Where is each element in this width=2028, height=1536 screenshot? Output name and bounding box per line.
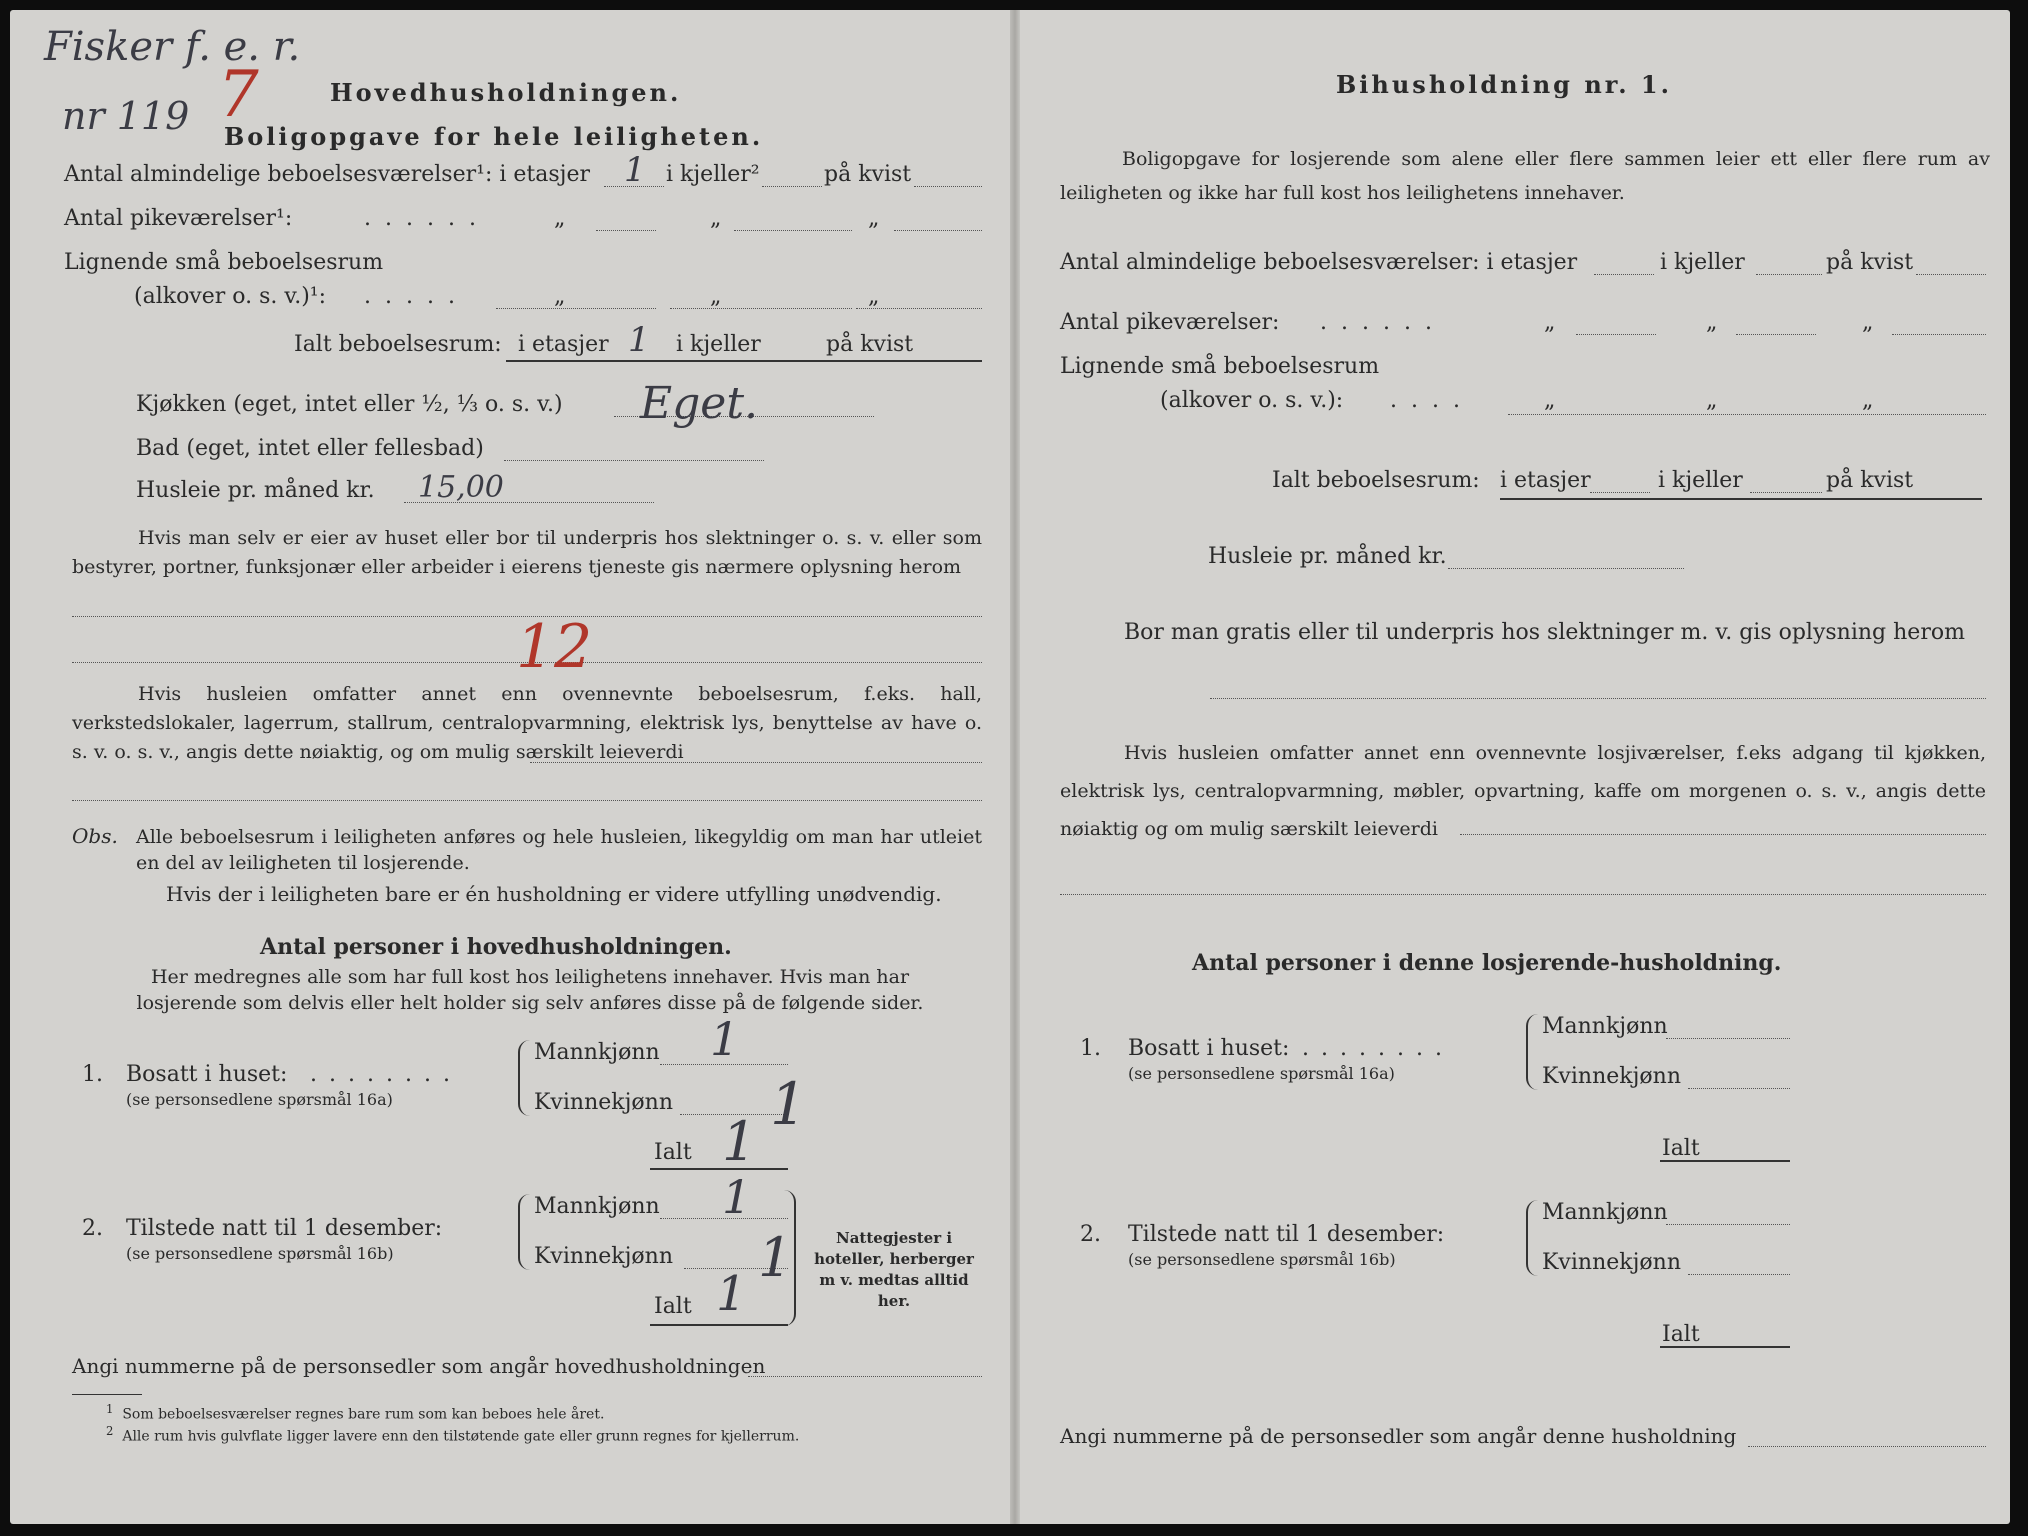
obs-text-2: Hvis der i leiligheten bare er én husholdning er videre utfylling unødvendig. xyxy=(166,882,942,906)
alcove-label-1: Lignende små beboelsesrum xyxy=(64,250,384,275)
q1-female-value: 1 xyxy=(770,1070,807,1138)
r-q1-brace xyxy=(1526,1014,1538,1090)
q1-dots: ........ xyxy=(310,1062,462,1087)
r-person-numbers-line[interactable] xyxy=(1748,1446,1986,1447)
left-page xyxy=(10,10,1010,1524)
r-total-kjeller-label: i kjeller xyxy=(1658,468,1743,493)
total-etasjer-value: 1 xyxy=(628,320,650,360)
r-person-numbers-label: Angi nummerne på de personsedler som angår denne husholdning xyxy=(1060,1424,1737,1448)
ditto-mark: „ xyxy=(710,284,722,309)
r-rooms-kvist-line[interactable] xyxy=(1916,274,1986,275)
r-maid-kjeller-line[interactable] xyxy=(1736,334,1816,335)
kitchen-label: Kjøkken (eget, intet eller ½, ⅓ o. s. v.) xyxy=(136,392,563,417)
r-total-rule xyxy=(1500,498,1982,500)
obs-label: Obs. xyxy=(72,824,118,848)
q1-female-label: Kvinnekjønn xyxy=(534,1090,673,1115)
ditto-mark: „ xyxy=(1706,388,1718,413)
persons-note: Her medregnes alle som har full kost hos leilighetens innehaver. Hvis man har losjerende som delvis eller helt holder sig selv anføres disse på de følgende sider. xyxy=(136,966,924,1014)
alcove-etasjer-line[interactable] xyxy=(496,308,656,309)
right-page xyxy=(1020,10,2010,1524)
page-title: Hovedhusholdningen. xyxy=(330,78,682,107)
q1-total-label: Ialt xyxy=(654,1140,692,1165)
r-total-etasjer-label: i etasjer xyxy=(1500,468,1591,493)
rooms-etasjer-value: 1 xyxy=(624,150,646,190)
rent-label: Husleie pr. måned kr. xyxy=(136,478,375,503)
page-fold xyxy=(1010,10,1020,1524)
r-maid-label: Antal pikeværelser: xyxy=(1060,310,1280,335)
r-q2-female-label: Kvinnekjønn xyxy=(1542,1250,1681,1275)
r-q2-label: Tilstede natt til 1 desember: xyxy=(1128,1222,1445,1247)
r-rooms-etasjer-line[interactable] xyxy=(1594,274,1654,275)
person-numbers-line[interactable] xyxy=(748,1376,982,1377)
r-q2-total-rule xyxy=(1660,1346,1790,1348)
person-numbers-label: Angi nummerne på de personsedler som angår hovedhusholdningen xyxy=(72,1354,766,1378)
r-total-kvist-label: på kvist xyxy=(1826,468,1914,493)
ditto-mark: „ xyxy=(1862,388,1874,413)
r-alcove-dots: .... xyxy=(1390,388,1474,413)
r-q1-dots: ........ xyxy=(1302,1036,1454,1061)
maid-rooms-dots: ...... xyxy=(364,206,490,231)
total-rooms-label: Ialt beboelsesrum: xyxy=(294,332,502,357)
rooms-kjeller-line[interactable] xyxy=(762,186,822,187)
r-q2-brace xyxy=(1526,1200,1538,1276)
r-rooms-kvist-label: på kvist xyxy=(1826,250,1914,275)
ditto-mark: „ xyxy=(868,284,880,309)
r-total-label: Ialt beboelsesrum: xyxy=(1272,468,1480,493)
r-maid-etasjer-line[interactable] xyxy=(1576,334,1656,335)
r-total-etasjer-line[interactable] xyxy=(1590,492,1650,493)
footnote-rule xyxy=(72,1394,142,1395)
r-maid-kvist-line[interactable] xyxy=(1892,334,1986,335)
page-subtitle: Boligopgave for hele leiligheten. xyxy=(224,122,764,151)
q2-total-rule xyxy=(650,1324,788,1326)
r-q2-male-label: Mannkjønn xyxy=(1542,1200,1668,1225)
rent-value: 15,00 xyxy=(418,470,504,505)
r-q1-total-rule xyxy=(1660,1160,1790,1162)
maid-rooms-label: Antal pikeværelser¹: xyxy=(64,206,293,231)
lodger-intro: Boligopgave for losjerende som alene eller flere sammen leier ett eller flere rum av leiligheten og ikke har full kost hos leilighetens innehaver. xyxy=(1060,148,1990,204)
extras-line-2[interactable] xyxy=(72,800,982,801)
r-rooms-kjeller-label: i kjeller xyxy=(1660,250,1745,275)
r-alcove-line[interactable] xyxy=(1508,414,1986,415)
handwritten-occupation: Fisker f. e. r. xyxy=(44,24,301,70)
ditto-mark: „ xyxy=(868,206,880,231)
alcove-kvist-line[interactable] xyxy=(856,308,982,309)
r-alcove-label-1: Lignende små beboelsesrum xyxy=(1060,354,1380,379)
total-etasjer-label: i etasjer xyxy=(518,332,609,357)
handwritten-red-mark: 7 xyxy=(218,58,259,132)
alcove-kjeller-line[interactable] xyxy=(670,308,852,309)
maid-kvist-line[interactable] xyxy=(894,230,982,231)
q2-female-value: 1 xyxy=(758,1226,793,1289)
maid-kjeller-line[interactable] xyxy=(734,230,852,231)
q2-right-brace xyxy=(782,1190,796,1326)
owner-note: Hvis man selv er eier av huset eller bor til underpris hos slektninger o. s. v. eller som bestyrer, portner, funksjonær eller arbeider i eierens tjeneste gis nærmere oplysning herom xyxy=(72,527,982,578)
night-guests-note: Nattegjester i hoteller, herberger m v. medtas alltid her. xyxy=(814,1229,974,1310)
alcove-label-2: (alkover o. s. v.)¹: xyxy=(134,284,327,309)
q1-subnote: (se personsedlene spørsmål 16a) xyxy=(126,1090,393,1109)
bath-label: Bad (eget, intet eller fellesbad) xyxy=(136,436,484,461)
footnote-1-text: Som beboelsesværelser regnes bare rum som kan beboes hele året. xyxy=(122,1406,605,1423)
q2-subnote: (se personsedlene spørsmål 16b) xyxy=(126,1244,394,1263)
handwritten-number: nr 119 xyxy=(62,94,190,138)
q1-male-value: 1 xyxy=(710,1012,740,1066)
r-rent-label: Husleie pr. måned kr. xyxy=(1208,544,1447,569)
q1-male-label: Mannkjønn xyxy=(534,1040,660,1065)
r-q2-total-label: Ialt xyxy=(1662,1322,1700,1347)
q1-label: Bosatt i huset: xyxy=(126,1062,288,1087)
ditto-mark: „ xyxy=(1706,310,1718,335)
r-rooms-label: Antal almindelige beboelsesværelser: i etasjer xyxy=(1060,250,1578,275)
extras-note: Hvis husleien omfatter annet enn ovennevnte beboelsesrum, f.eks. hall, verkstedslokaler, lagerrum, stallrum, centralopvarmning, elektrisk lys, benyttelse av have o. s. v. o. s. v., angis dette nøiaktig, og om mulig særskilt leieverdi xyxy=(72,683,982,763)
footnote-1: $^1$ Som beboelsesværelser regnes bare rum som kan beboes hele året. xyxy=(106,1402,605,1423)
q2-label: Tilstede natt til 1 desember: xyxy=(126,1216,443,1241)
q2-female-label: Kvinnekjønn xyxy=(534,1244,673,1269)
r-alcove-label-2: (alkover o. s. v.): xyxy=(1160,388,1344,413)
ditto-mark: „ xyxy=(1544,310,1556,335)
q2-number: 2. xyxy=(82,1216,103,1241)
q2-male-value: 1 xyxy=(722,1170,752,1224)
r-rent-line[interactable] xyxy=(1448,568,1684,569)
q2-total-value: 1 xyxy=(716,1266,747,1322)
r-q1-male-line[interactable] xyxy=(1666,1038,1790,1039)
r-q2-male-line[interactable] xyxy=(1666,1224,1790,1225)
footnote-2: $^2$ Alle rum hvis gulvflate ligger lavere enn den tilstøtende gate eller grunn regnes for kjellerrum. xyxy=(106,1424,800,1445)
rooms-label: Antal almindelige beboelsesværelser¹: i etasjer xyxy=(64,162,591,187)
r-q1-subnote: (se personsedlene spørsmål 16a) xyxy=(1128,1064,1395,1083)
rooms-kvist-line[interactable] xyxy=(914,186,982,187)
footnote-2-text: Alle rum hvis gulvflate ligger lavere enn den tilstøtende gate eller grunn regnes for kjellerrum. xyxy=(122,1428,800,1445)
ditto-mark: „ xyxy=(710,206,722,231)
r-total-kjeller-line[interactable] xyxy=(1750,492,1822,493)
r-q2-subnote: (se personsedlene spørsmål 16b) xyxy=(1128,1250,1396,1269)
bath-line[interactable] xyxy=(504,460,764,461)
q2-total-label: Ialt xyxy=(654,1294,692,1319)
q1-total-value: 1 xyxy=(722,1110,757,1173)
total-rule xyxy=(506,360,982,362)
page-title-right: Bihusholdning nr. 1. xyxy=(1336,70,1672,99)
r-rooms-kjeller-line[interactable] xyxy=(1756,274,1822,275)
kitchen-value: Eget. xyxy=(640,378,758,429)
census-form-sheet xyxy=(10,10,2010,1524)
ditto-mark: „ xyxy=(1544,388,1556,413)
r-q1-female-line[interactable] xyxy=(1688,1088,1790,1089)
r-extras-note: Hvis husleien omfatter annet enn ovennevnte losjiværelser, f.eks adgang til kjøkken, elektrisk lys, centralopvarmning, møbler, opvartning, kaffe om morgenen o. s. v., angis dette nøiaktig og om mulig særskilt leieverdi xyxy=(1060,742,1986,840)
total-kvist-label: på kvist xyxy=(826,332,914,357)
r-q1-label: Bosatt i huset: xyxy=(1128,1036,1290,1061)
maid-etasjer-line[interactable] xyxy=(596,230,656,231)
r-persons-heading: Antal personer i denne losjerende-husholdning. xyxy=(1192,950,1782,976)
ditto-mark: „ xyxy=(554,206,566,231)
r-maid-dots: ...... xyxy=(1320,310,1446,335)
total-kjeller-label: i kjeller xyxy=(676,332,761,357)
q1-total-rule xyxy=(650,1168,788,1170)
q2-male-label: Mannkjønn xyxy=(534,1194,660,1219)
q1-brace xyxy=(518,1040,530,1116)
r-free-line[interactable] xyxy=(1210,698,1986,699)
handwritten-red-number: 12 xyxy=(516,612,593,682)
rooms-kvist-label: på kvist xyxy=(824,162,912,187)
r-q1-total-label: Ialt xyxy=(1662,1136,1700,1161)
obs-text: Alle beboelsesrum i leiligheten anføres og hele husleien, likegyldig om man har utleiet en del av leiligheten til losjerende. xyxy=(136,826,982,874)
q2-brace xyxy=(518,1194,530,1270)
alcove-dots: ..... xyxy=(364,284,469,309)
r-free-note: Bor man gratis eller til underpris hos slektninger m. v. gis oplysning herom xyxy=(1124,620,1965,645)
r-extras-line-2[interactable] xyxy=(1060,894,1986,895)
q1-number: 1. xyxy=(82,1062,103,1087)
ditto-mark: „ xyxy=(554,284,566,309)
r-q1-number: 1. xyxy=(1080,1036,1101,1061)
r-q2-female-line[interactable] xyxy=(1688,1274,1790,1275)
extras-line-1[interactable] xyxy=(530,762,982,763)
persons-heading: Antal personer i hovedhusholdningen. xyxy=(260,934,732,960)
ditto-mark: „ xyxy=(1862,310,1874,335)
r-extras-line-1[interactable] xyxy=(1460,834,1986,835)
r-q1-female-label: Kvinnekjønn xyxy=(1542,1064,1681,1089)
rooms-kjeller-label: i kjeller² xyxy=(666,162,760,187)
r-q2-number: 2. xyxy=(1080,1222,1101,1247)
r-q1-male-label: Mannkjønn xyxy=(1542,1014,1668,1039)
